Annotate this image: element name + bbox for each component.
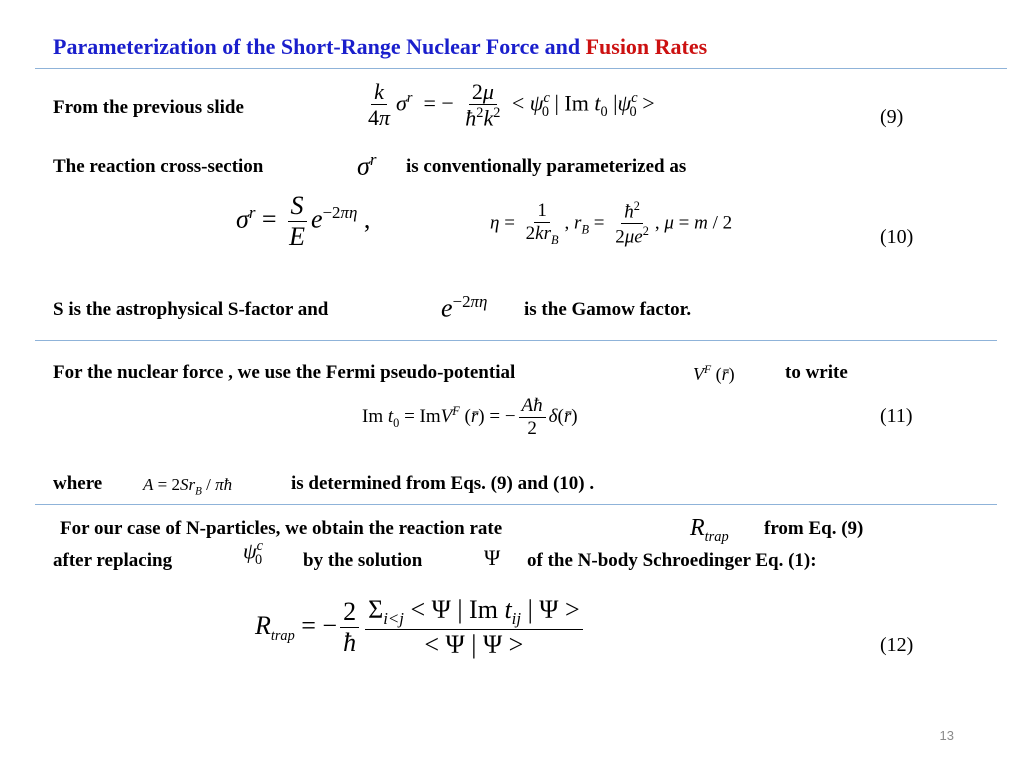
title-highlight: Fusion Rates	[585, 34, 708, 59]
a-definition: $A = 2Sr_B$ / πħ	[143, 475, 233, 498]
previous-slide-text: From the previous slide	[53, 97, 244, 118]
our-case-text: For our case of N-particles, we obtain the reaction rate	[60, 518, 503, 539]
slide-title	[53, 34, 707, 60]
divider-1	[35, 340, 997, 341]
determined-text: is determined from Eqs. (9) and (10) .	[291, 473, 595, 494]
fermi-potential-symbol: $V^F$ (r̄)	[693, 363, 735, 384]
title-text: Parameterization of the Short-Range Nuclear Force and	[53, 34, 586, 59]
equation-number-12: (12)	[880, 634, 914, 656]
equation-number-11: (11)	[880, 405, 913, 427]
where-text: where	[53, 473, 103, 494]
gamow-factor-text: is the Gamow factor.	[524, 299, 692, 320]
after-replacing-text: after replacing	[53, 550, 173, 571]
psi-symbol: Ψ	[484, 545, 501, 570]
cross-section-intro: The reaction cross-section	[53, 156, 264, 177]
equation-10-sigma: $\sigma^r$ = $\frac{S}{E}$ $e^{-2\pi\eta}$ ,	[236, 191, 371, 251]
fermi-intro-text: For the nuclear force , we use the Fermi pseudo-potential	[53, 362, 516, 383]
fermi-to-write-text: to write	[785, 362, 848, 383]
s-factor-text: S is the astrophysical S-factor and	[53, 299, 329, 320]
equation-10-definitions: η = $\frac{1}{2kr_B}$ , $r_B$ = $\frac{ħ^2}{2\mu e^2}$ , μ = m / 2	[490, 199, 733, 248]
from-eq9-text: from Eq. (9)	[764, 518, 864, 539]
equation-number-10: (10)	[880, 226, 914, 248]
n-body-text: of the N-body Schroedinger Eq. (1):	[527, 550, 817, 571]
gamow-factor-symbol: $e^{-2\pi\eta}$	[441, 292, 488, 323]
equation-11: Im $t_0 = ImV^F$ (r̄) = − $\frac{Aħ}{2}$ δ(r̄)	[362, 395, 578, 439]
equation-number-9: (9)	[880, 106, 904, 128]
divider-title	[35, 68, 1007, 69]
equation-9: $\frac{k}{4\pi}$ $\sigma^r$ = − $\frac{2\mu}{ħ^2k^2}$ < $\psi^c_0$ | Im $t_0$ $|\psi^c_0$ >	[368, 79, 655, 131]
by-solution-text: by the solution	[303, 550, 423, 571]
rtrap-symbol: $R_{trap}$	[690, 515, 729, 545]
divider-2	[35, 504, 997, 505]
equation-12: $R_{trap}$ = − $\frac{2}{ħ}$ $\frac{\Sigma_{i<j} < \Psi | Im t_{ij} | \Psi >}{< \Psi | \Psi >}$	[255, 596, 586, 660]
psi0-symbol: $\psi^c_0$	[243, 538, 264, 568]
sigma-r-symbol: $\sigma^r$	[357, 150, 377, 181]
page-number: 13	[939, 728, 954, 743]
cross-section-parameterized: is conventionally parameterized as	[406, 156, 687, 177]
